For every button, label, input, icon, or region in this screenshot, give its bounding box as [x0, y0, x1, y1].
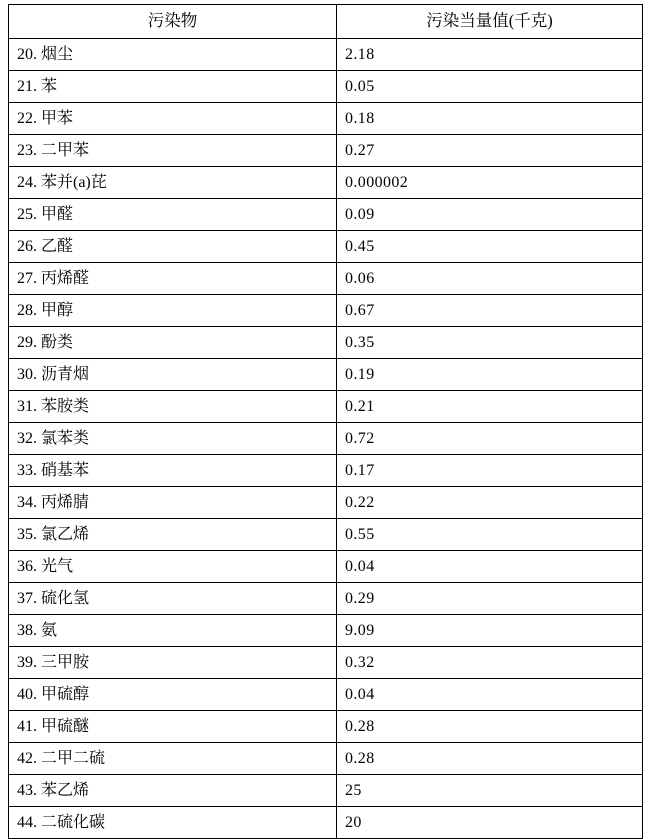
pollutant-equivalent-value: 0.27: [337, 135, 643, 167]
pollutant-equivalent-value: 0.32: [337, 647, 643, 679]
table-row: [9, 583, 643, 615]
pollutant-name: 38. 氨: [9, 615, 337, 647]
pollutant-equivalent-value: 0.35: [337, 327, 643, 359]
table-row: [9, 487, 643, 519]
table-row: [9, 103, 643, 135]
pollutant-name: 32. 氯苯类: [9, 423, 337, 455]
pollutant-name: 30. 沥青烟: [9, 359, 337, 391]
pollutant-name: 22. 甲苯: [9, 103, 337, 135]
pollutant-equivalent-value: 25: [337, 775, 643, 807]
pollutant-equivalent-value: 2.18: [337, 39, 643, 71]
pollutant-equivalent-value: 0.04: [337, 679, 643, 711]
pollutant-name: 40. 甲硫醇: [9, 679, 337, 711]
table-row: [9, 39, 643, 71]
table-row: [9, 807, 643, 839]
table-row: [9, 135, 643, 167]
table-row: [9, 455, 643, 487]
pollutant-name: 35. 氯乙烯: [9, 519, 337, 551]
pollutant-equivalent-value: 0.29: [337, 583, 643, 615]
table-header-row: [9, 5, 643, 39]
pollutant-equivalent-value: 0.45: [337, 231, 643, 263]
column-header-pollutant: 污染物: [9, 5, 337, 39]
table-row: [9, 167, 643, 199]
pollutant-equivalent-value: 0.06: [337, 263, 643, 295]
table-row: [9, 71, 643, 103]
pollutant-name: 20. 烟尘: [9, 39, 337, 71]
pollutant-equivalent-value: 0.18: [337, 103, 643, 135]
table-row: [9, 743, 643, 775]
table-row: [9, 231, 643, 263]
table-row: [9, 519, 643, 551]
table-row: [9, 359, 643, 391]
table-header: [9, 5, 643, 39]
pollutant-name: 31. 苯胺类: [9, 391, 337, 423]
pollutant-equivalent-value: 9.09: [337, 615, 643, 647]
pollutant-equivalent-value: 0.09: [337, 199, 643, 231]
table-row: [9, 391, 643, 423]
table-row: [9, 295, 643, 327]
table-row: [9, 551, 643, 583]
pollutant-equivalent-value: 0.22: [337, 487, 643, 519]
pollutant-equivalent-value: 0.28: [337, 711, 643, 743]
pollutant-name: 36. 光气: [9, 551, 337, 583]
pollutant-name: 42. 二甲二硫: [9, 743, 337, 775]
table-row: [9, 711, 643, 743]
pollutant-equivalent-value: 0.72: [337, 423, 643, 455]
pollutant-name: 41. 甲硫醚: [9, 711, 337, 743]
table-body: [9, 39, 643, 839]
pollutant-name: 39. 三甲胺: [9, 647, 337, 679]
pollutant-equivalent-value: 0.28: [337, 743, 643, 775]
table-row: [9, 615, 643, 647]
pollutant-name: 21. 苯: [9, 71, 337, 103]
pollutant-equivalent-value: 0.17: [337, 455, 643, 487]
pollutant-name: 29. 酚类: [9, 327, 337, 359]
pollutant-equivalent-value: 0.04: [337, 551, 643, 583]
pollutant-name: 43. 苯乙烯: [9, 775, 337, 807]
table-row: [9, 199, 643, 231]
pollutant-name: 24. 苯并(a)芘: [9, 167, 337, 199]
pollutant-name: 23. 二甲苯: [9, 135, 337, 167]
pollutant-name: 34. 丙烯腈: [9, 487, 337, 519]
pollutant-name: 27. 丙烯醛: [9, 263, 337, 295]
pollutant-name: 26. 乙醛: [9, 231, 337, 263]
pollutant-equivalent-value: 0.19: [337, 359, 643, 391]
pollutant-equivalent-value: 20: [337, 807, 643, 839]
pollutant-name: 28. 甲醇: [9, 295, 337, 327]
pollutant-equivalent-value: 0.000002: [337, 167, 643, 199]
column-header-equivalent-value: 污染当量值(千克): [337, 5, 643, 39]
pollutant-name: 25. 甲醛: [9, 199, 337, 231]
pollutant-equivalent-value: 0.05: [337, 71, 643, 103]
table-row: [9, 775, 643, 807]
table-row: [9, 647, 643, 679]
pollutant-equivalent-value: 0.67: [337, 295, 643, 327]
pollutant-equivalent-value: 0.55: [337, 519, 643, 551]
pollutant-equivalent-value: 0.21: [337, 391, 643, 423]
table-row: [9, 327, 643, 359]
document-page: [0, 4, 650, 831]
pollutant-name: 37. 硫化氢: [9, 583, 337, 615]
pollutant-name: 33. 硝基苯: [9, 455, 337, 487]
pollutant-equivalent-table: [8, 4, 643, 839]
table-row: [9, 263, 643, 295]
table-row: [9, 679, 643, 711]
table-row: [9, 423, 643, 455]
pollutant-name: 44. 二硫化碳: [9, 807, 337, 839]
